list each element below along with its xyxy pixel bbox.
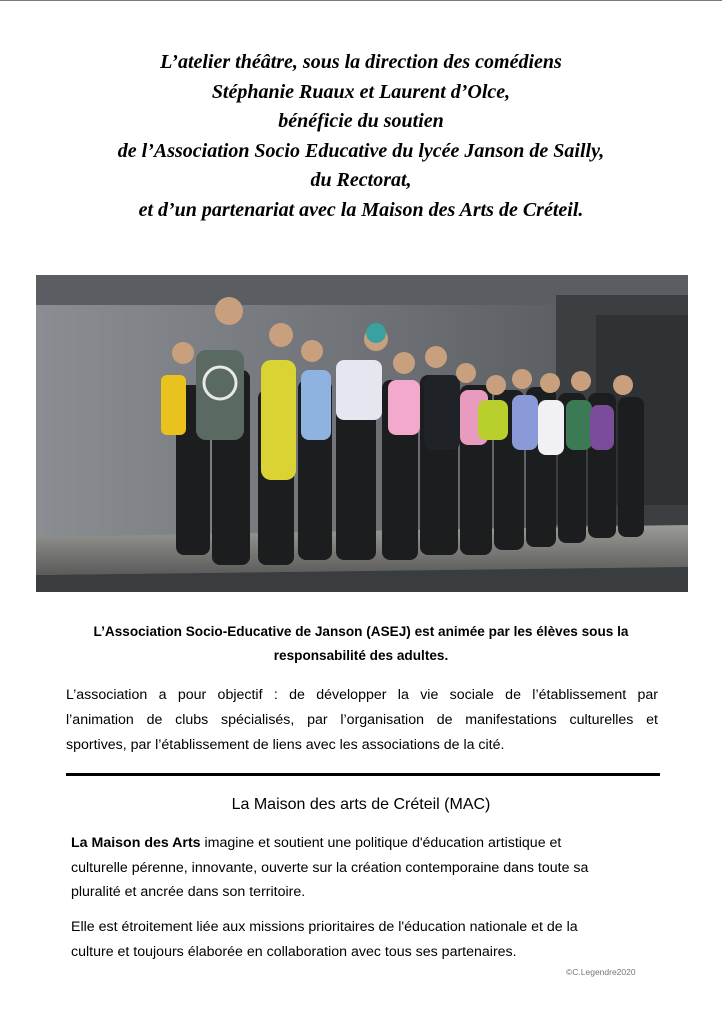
photo-illustration: [36, 275, 688, 592]
mac-p1-line1-text: imagine et soutient une politique d'éducation artistique et: [200, 835, 562, 851]
asej-heading-line: L’Association Socio-Educative de Janson (ASEJ) est animée par les élèves sous la: [93, 624, 629, 639]
mac-section-title: La Maison des arts de Créteil (MAC): [231, 796, 491, 813]
intro-line: du Rectorat,: [310, 169, 412, 191]
asej-heading: [40, 620, 682, 668]
mac-paragraph-2: [71, 915, 671, 964]
section-divider: [66, 773, 660, 776]
asej-body-line: sportives, par l’établissement de liens avec les associations de la cité.: [66, 737, 505, 753]
intro-line: de l’Association Socio Educative du lycée Janson de Sailly,: [117, 139, 605, 162]
theatre-group-photo: [36, 275, 688, 592]
intro-line: bénéficie du soutien: [278, 110, 444, 132]
intro-text: [40, 48, 682, 225]
mac-p1-line: [71, 831, 671, 856]
mac-p1-line: culturelle pérenne, innovante, ouverte sur la création contemporaine dans toute sa: [71, 859, 589, 876]
asej-body-line: l’animation de clubs spécialisés, par l’organisation de manifestations culturelles et: [66, 712, 658, 728]
asej-description: [66, 683, 658, 758]
mac-p2-line: culture et toujours élaborée en collaboration avec tous ses partenaires.: [71, 943, 517, 960]
mac-name-bold: La Maison des Arts: [71, 835, 201, 851]
asej-heading-line: responsabilité des adultes.: [273, 648, 449, 663]
top-border: [0, 0, 722, 1]
copyright-notice: ©C.Legendre2020: [566, 967, 636, 977]
mac-p1-line: pluralité et ancrée dans son territoire.: [71, 884, 306, 900]
intro-line: et d’un partenariat avec la Maison des Arts de Créteil.: [138, 198, 584, 221]
mac-paragraph-1: [71, 831, 671, 905]
asej-body-line: L’association a pour objectif : de développer la vie sociale de l’établissement par: [66, 687, 658, 703]
mac-p2-line: Elle est étroitement liée aux missions prioritaires de l'éducation nationale et de la: [71, 919, 578, 935]
intro-line: L’atelier théâtre, sous la direction des comédiens: [160, 51, 562, 73]
intro-line: Stéphanie Ruaux et Laurent d’Olce,: [211, 80, 511, 103]
